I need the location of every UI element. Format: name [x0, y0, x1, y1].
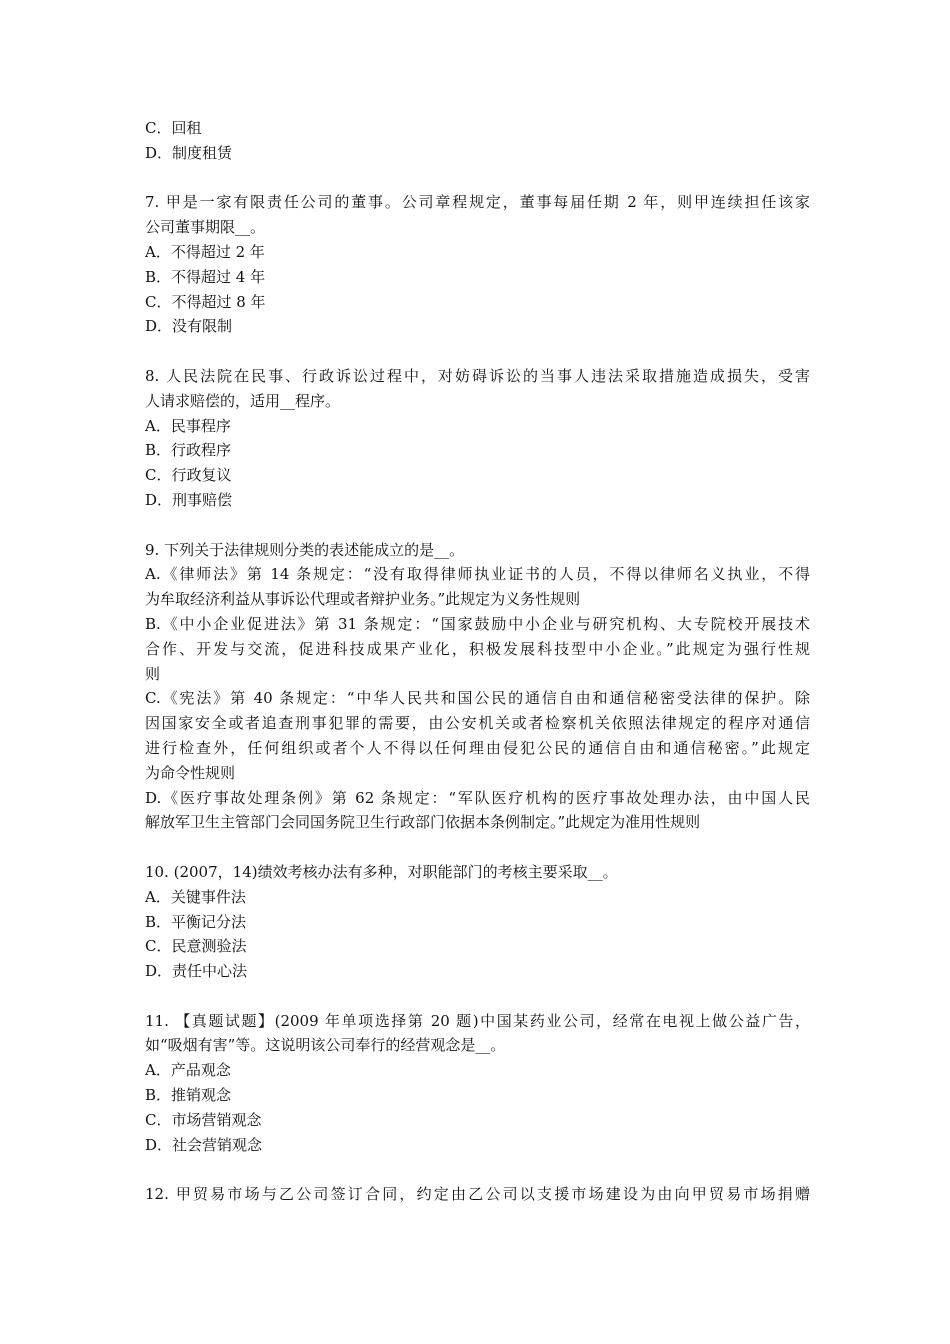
option-line: A．产品观念 [145, 1061, 231, 1080]
option-line: 进行检查外，任何组织或者个人不得以任何理由侵犯公民的通信自由和通信秘密。”此规定 [145, 738, 810, 757]
question-stem: 10. (2007，14)绩效考核办法有多种，对职能部门的考核主要采取__。 [145, 862, 618, 881]
option-line: 解放军卫生主管部门会同国务院卫生行政部门依据本条例制定。”此规定为准用性规则 [145, 813, 701, 832]
question-stem: 人请求赔偿的，适用__程序。 [145, 391, 341, 410]
question-stem: 如“吸烟有害”等。这说明该公司奉行的经营观念是__。 [145, 1036, 506, 1055]
question-11 [145, 1009, 810, 1158]
question-9 [145, 538, 810, 836]
question-stem: 12. 甲贸易市场与乙公司签订合同，约定由乙公司以支援市场建设为由向甲贸易市场捐赠 [145, 1185, 810, 1204]
question-12 [145, 1182, 810, 1207]
question-10 [145, 860, 810, 984]
document-page [145, 116, 810, 1207]
option-line: D．刑事赔偿 [145, 490, 233, 509]
question-stem: 8. 人民法院在民事、行政诉讼过程中，对妨碍诉讼的当事人违法采取措施造成损失，受害 [145, 366, 810, 385]
option-line: B．平衡记分法 [145, 912, 247, 931]
option-d [145, 786, 810, 836]
option-line: C．市场营销观念 [145, 1110, 262, 1129]
option-line: 则 [145, 664, 161, 683]
option-line: B.《中小企业促进法》第 31 条规定：“国家鼓励中小企业与研究机构、大专院校开展技术 [145, 614, 810, 633]
option-line: 因国家安全或者追查刑事犯罪的需要，由公安机关或者检察机关依照法律规定的程序对通信 [145, 714, 810, 733]
option-line: C．民意测验法 [145, 937, 247, 956]
option-line: A．关键事件法 [145, 887, 246, 906]
option-line: C．回租 [145, 119, 202, 137]
question-7 [145, 190, 810, 339]
option-c [145, 686, 810, 785]
option-a [145, 562, 810, 612]
option-line: D.《医疗事故处理条例》第 62 条规定：“军队医疗机构的医疗事故处理办法，由中国人民 [145, 788, 810, 807]
option-line: D．没有限制 [145, 317, 233, 336]
option-line: D．责任中心法 [145, 962, 248, 981]
prev-options [145, 116, 810, 166]
option-line: A．不得超过 2 年 [145, 242, 265, 261]
option-line: 为命令性规则 [145, 763, 236, 782]
question-stem: 7. 甲是一家有限责任公司的董事。公司章程规定，董事每届任期 2 年，则甲连续担任该家 [145, 193, 810, 212]
option-line: D．社会营销观念 [145, 1135, 263, 1154]
option-line: 合作、开发与交流，促进科技成果产业化，积极发展科技型中小企业。”此规定为强行性规 [145, 639, 810, 658]
question-stem: 公司董事期限__。 [145, 218, 266, 237]
question-stem: 9. 下列关于法律规则分类的表述能成立的是__。 [145, 540, 465, 559]
option-line: A.《律师法》第 14 条规定：“没有取得律师执业证书的人员，不得以律师名义执业，不得 [145, 565, 810, 584]
option-line: C.《宪法》第 40 条规定：“中华人民共和国公民的通信自由和通信秘密受法律的保护。除 [145, 689, 810, 708]
option-line: C．不得超过 8 年 [145, 292, 266, 311]
question-stem: 11. 【真题试题】(2009 年单项选择第 20 题)中国某药业公司，经常在电视上做公益广告， [145, 1011, 810, 1030]
option-b [145, 612, 810, 686]
option-line: A．民事程序 [145, 416, 231, 435]
option-line: B．行政程序 [145, 441, 232, 460]
option-line: D．制度租赁 [145, 143, 233, 162]
option-line: C．行政复议 [145, 466, 232, 485]
option-line: B．推销观念 [145, 1086, 232, 1105]
option-line: B．不得超过 4 年 [145, 267, 266, 286]
question-8 [145, 364, 810, 513]
option-line: 为牟取经济利益从事诉讼代理或者辩护业务。”此规定为义务性规则 [145, 590, 581, 609]
